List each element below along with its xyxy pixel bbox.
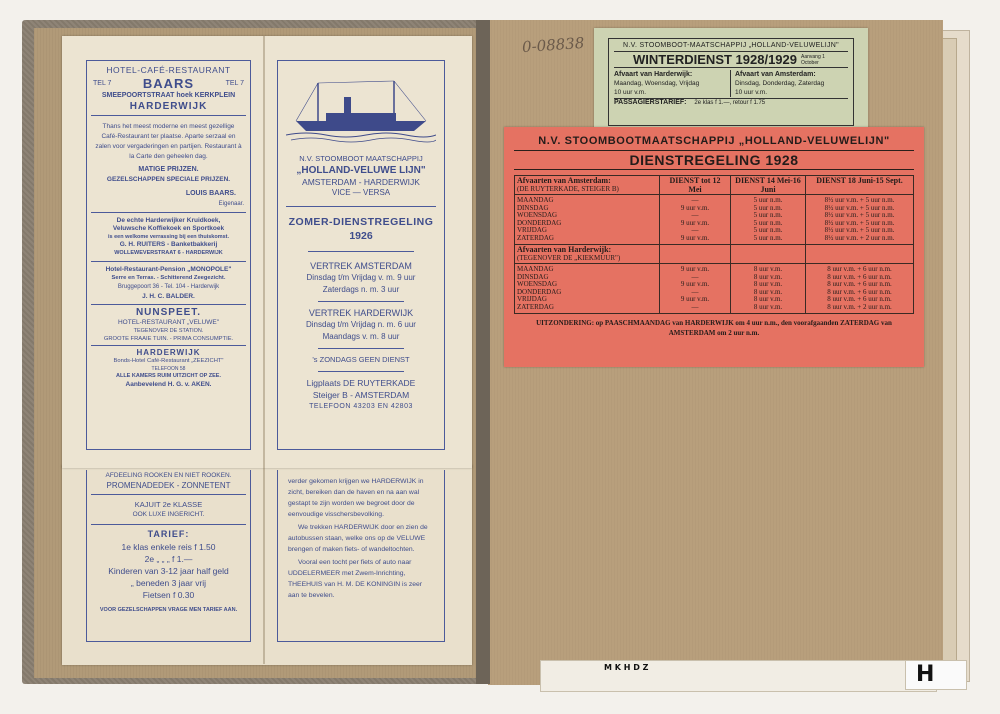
section-1-days <box>515 195 660 245</box>
winter-fares: 2e klas f 1.—, retour f 1.75 <box>694 100 766 106</box>
divider <box>91 494 246 495</box>
tariff-row-2: 2e „ „ „ f 1.— <box>144 554 193 564</box>
section-2-col3 <box>806 264 914 314</box>
cover-phone: TELEFOON 43203 EN 42803 <box>309 403 413 410</box>
section-2-sub: (TEGENOVER DE „KIEKMUUR") <box>517 254 621 262</box>
time-cell: 9 uur v.m. <box>680 280 710 288</box>
cover-title: ZOMER-DIENSTREGELING <box>288 216 434 228</box>
tariff-row-4: „ beneden 3 jaar vrij <box>130 578 207 588</box>
divider <box>308 251 414 252</box>
time-cell: 8 uur v.m. + 6 uur n.m. <box>827 265 892 273</box>
day: DINSDAG <box>517 272 549 281</box>
time-cell: 8½ uur v.m. + 5 uur n.m. <box>824 211 895 219</box>
smoking-section: AFDEELING ROOKEN EN NIET ROOKEN. <box>105 472 232 479</box>
section-1-col1 <box>660 195 731 245</box>
time-cell: 9 uur v.m. <box>680 233 710 242</box>
ruiters-line3: is een welkome verrassing bij een thuiskomst. <box>107 234 230 240</box>
cover-year: 1926 <box>349 230 373 242</box>
day: ZATERDAG <box>517 302 554 311</box>
timetable <box>514 175 914 314</box>
cover-company: N.V. STOOMBOOT MAATSCHAPPIJ <box>299 154 423 163</box>
berth-1: Ligplaats DE RUYTERKADE <box>306 378 416 388</box>
hotel-prices: MATIGE PRIJZEN. <box>138 166 199 173</box>
empty-cell <box>806 245 914 264</box>
nunspeet-line1: HOTEL-RESTAURANT „VELUWE" <box>117 319 220 326</box>
slip-big-letter: H <box>916 662 935 687</box>
time-cell: 5 uur n.m. <box>753 226 783 234</box>
dep-ams-2: Zaterdags n. m. 3 uur <box>322 285 400 294</box>
exception-note: UITZONDERING: op PAASCHMAANDAG van HARDERWIJK om 4 uur n.m., den voorafgaanden ZATERDAG van AMSTERDAM om 2 uur n.m. <box>536 319 892 337</box>
time-cell: 5 uur n.m. <box>753 196 783 204</box>
section-1-rows <box>515 195 914 245</box>
tariff-panel <box>86 470 251 642</box>
day: WOENSDAG <box>517 211 558 219</box>
time-cell: 8 uur v.m. + 2 uur n.m. <box>827 302 892 311</box>
winter-col2-time: 10 uur v.m. <box>735 89 768 96</box>
nunspeet-title: NUNSPEET. <box>135 307 202 318</box>
day: DONDERDAG <box>517 287 562 296</box>
time-cell: 8 uur v.m. <box>753 280 783 288</box>
time-cell: 8 uur v.m. <box>753 265 783 273</box>
winter-col1-head: Afvaart van Harderwijk: <box>614 71 693 78</box>
section-1-col2 <box>731 195 806 245</box>
empty-cell <box>731 245 806 264</box>
divider <box>91 304 246 305</box>
section-2-days <box>515 264 660 314</box>
day: DINSDAG <box>517 203 549 212</box>
monopole-line1: Hotel-Restaurant-Pension „MONOPOLE" <box>105 266 232 273</box>
hotel-groups: GEZELSCHAPPEN SPECIALE PRIJZEN. <box>106 176 231 183</box>
section-2-title: Afvaarten van Harderwijk: <box>517 245 612 254</box>
empty-cell <box>660 245 731 264</box>
time-cell: 8½ uur v.m. + 5 uur n.m. <box>824 203 895 212</box>
protruding-slip-white <box>905 660 967 690</box>
red-company: N.V. STOOMBOOTMAATSCHAPPIJ „HOLLAND-VELUWELIJN" <box>538 135 890 147</box>
monopole-line2: Serre en Terras. - Schitterend Zeegezicht. <box>111 275 226 281</box>
cover-line-name: „HOLLAND-VELUWE LIJN" <box>296 165 426 176</box>
divider <box>286 206 436 207</box>
time-cell: — <box>691 302 699 311</box>
day: DONDERDAG <box>517 218 562 227</box>
time-cell: 9 uur v.m. <box>680 218 710 227</box>
time-cell: 9 uur v.m. <box>680 295 710 303</box>
ruiters-line2: Veluwsche Koffiekoek en Sportkoek <box>112 225 225 232</box>
divider <box>91 524 246 525</box>
berth-2: Steiger B - AMSTERDAM <box>312 390 410 400</box>
description-panel <box>277 470 445 642</box>
time-cell: 8½ uur v.m. + 2 uur n.m. <box>824 233 895 242</box>
tel-right: TEL 7 <box>225 80 244 87</box>
time-cell: 9 uur v.m. <box>680 203 710 212</box>
winter-col1-time: 10 uur v.m. <box>614 89 647 96</box>
protruding-slip <box>540 660 937 692</box>
winter-fares-label: PASSAGIERSTARIEF: <box>614 99 687 106</box>
description-p2: We trekken HARDERWIJK door en zien de autobussen staan, welke ons op de VELUWE brengen of maken fiets- of wandeltochten. <box>288 524 428 553</box>
dep-ams-title: VERTREK AMSTERDAM <box>310 261 412 271</box>
section-2-col2 <box>731 264 806 314</box>
nunspeet-line3: GROOTE FRAAIE TUIN. - PRIMA CONSUMPTIE. <box>103 336 234 342</box>
archive-number: 0-08838 <box>521 33 585 57</box>
time-cell: 8 uur v.m. <box>753 295 783 303</box>
ruiters-line5: WOLLEWEVERSTRAAT 6 - HARDERWIJK <box>114 250 223 256</box>
hotel-body: Thans het meest moderne en meest gezellige Café-Restaurant ter plaatse. Aparte serzaal en zalen voor vergaderingen en partijen. Restaurant à la Carte den geheelen dag. <box>95 123 242 160</box>
divider <box>91 261 246 262</box>
zeezicht-line1: Bonds-Hotel Café-Restaurant „ZEEZICHT" <box>113 358 224 364</box>
zeezicht-line4: Aanbevelend H. G. v. AKEN. <box>125 380 212 388</box>
steamboat-illustration <box>286 73 436 143</box>
zeezicht-line3: ALLE KAMERS RUIM UITZICHT OP ZEE. <box>115 372 221 379</box>
section-1-sub: (DE RUYTERKADE, STEIGER B) <box>517 185 619 193</box>
time-cell: 8 uur v.m. <box>753 302 783 311</box>
time-cell: 8½ uur v.m. + 5 uur n.m. <box>824 196 895 204</box>
hotel-owner: LOUIS BAARS. <box>185 190 236 197</box>
time-cell: 8 uur v.m. + 6 uur n.m. <box>827 287 892 296</box>
time-cell: 8 uur v.m. + 6 uur n.m. <box>827 295 892 303</box>
promenade-deck: PROMENADEDEK - ZONNETENT <box>106 481 231 490</box>
sunday-note: 's ZONDAGS GEEN DIENST <box>312 355 410 364</box>
tariff-title: TARIEF: <box>147 529 190 539</box>
section-2-col1 <box>660 264 731 314</box>
time-cell: 5 uur n.m. <box>753 233 783 242</box>
day: ZATERDAG <box>517 233 554 242</box>
description-p3: Vooral een tocht per fiets of auto naar UDDELERMEER met Zwem-Inrichting, THEEHUIS van H. M. DE KONINGIN is zeer aan te bevelen. <box>288 559 423 599</box>
divider <box>91 115 246 116</box>
day: MAANDAG <box>517 265 554 273</box>
time-cell: 8 uur v.m. <box>753 287 783 296</box>
hotel-address: SMEEPOORTSTRAAT hoek KERKPLEIN <box>101 92 236 99</box>
col-head-1: DIENST tot 12 Mei <box>660 176 731 195</box>
monopole-line4: J. H. C. BALDER. <box>142 293 195 300</box>
tel-left: TEL 7 <box>93 80 112 87</box>
section-1-header <box>515 176 660 195</box>
day: MAANDAG <box>517 196 554 204</box>
winter-title: WINTERDIENST 1928/1929 <box>632 52 797 67</box>
tariff-row-5: Fietsen f 0.30 <box>142 590 195 600</box>
time-cell: 5 uur n.m. <box>753 211 783 219</box>
tariff-row-3: Kinderen van 3-12 jaar half geld <box>108 566 229 576</box>
tariff-row-1: 1e klas enkele reis f 1.50 <box>121 542 216 552</box>
winter-col2-head: Afvaart van Amsterdam: <box>735 71 816 78</box>
winter-validity: Aanvang 1 October <box>801 53 825 66</box>
section-1-col3 <box>806 195 914 245</box>
hotel-town: HARDERWIJK <box>129 101 208 112</box>
time-cell: — <box>691 196 699 204</box>
zeezicht-title: HARDERWIJK <box>136 348 201 357</box>
cabin-class: KAJUIT 2e KLASSE <box>134 500 203 509</box>
time-cell: 8½ uur v.m. + 5 uur n.m. <box>824 226 895 234</box>
nunspeet-line2: TEGENOVER DE STATION. <box>133 328 204 334</box>
cover-route: AMSTERDAM - HARDERWIJK <box>302 177 420 187</box>
winter-col2-days: Dinsdag, Donderdag, Zaterdag <box>735 80 825 87</box>
time-cell: — <box>691 272 699 281</box>
album-spine <box>476 20 490 684</box>
ruiters-line1: De echte Harderwijker Kruidkoek, <box>116 217 221 224</box>
winter-timetable-slip <box>594 28 868 130</box>
slip-letters: M K H D Z <box>604 663 649 672</box>
winter-company: N.V. STOOMBOOT-MAATSCHAPPIJ „HOLLAND-VELUWELIJN" <box>623 42 839 49</box>
day: VRIJDAG <box>517 226 547 234</box>
cover-vice-versa: VICE — VERSA <box>331 188 391 197</box>
red-title: DIENSTREGELING 1928 <box>514 150 914 170</box>
section-2-rows <box>515 264 914 314</box>
monopole-line3: Bruggepoort 36 - Tel. 104 - Harderwijk <box>117 284 220 290</box>
time-cell: — <box>691 226 699 234</box>
col-head-2: DIENST 14 Mei-16 Juni <box>731 176 806 195</box>
cover-panel <box>277 60 445 450</box>
col-head-3: DIENST 18 Juni-15 Sept. <box>806 176 914 195</box>
time-cell: 8 uur v.m. <box>753 272 783 281</box>
hotel-type: HOTEL-CAFÉ-RESTAURANT <box>106 65 231 75</box>
day: VRIJDAG <box>517 295 547 303</box>
time-cell: 9 uur v.m. <box>680 265 710 273</box>
winter-col1-days: Maandag, Woensdag, Vrijdag <box>614 80 700 87</box>
dep-ams-1: Dinsdag t/m Vrijdag v. m. 9 uur <box>306 273 416 282</box>
section-1-title: Afvaarten van Amsterdam: <box>517 176 611 185</box>
advertisement-panel <box>86 60 251 450</box>
time-cell: 5 uur n.m. <box>753 203 783 212</box>
divider <box>91 345 246 346</box>
cabin-luxury: OOK LUXE INGERICHT. <box>132 511 205 518</box>
time-cell: 5 uur n.m. <box>753 218 783 227</box>
time-cell: — <box>691 211 699 219</box>
hotel-owner-role: Eigenaar. <box>218 201 244 207</box>
divider <box>318 301 404 302</box>
time-cell: 8 uur v.m. + 6 uur n.m. <box>827 280 892 288</box>
hotel-name: BAARS <box>142 76 195 91</box>
timetable-header-row <box>515 176 914 195</box>
ruiters-line4: G. H. RUITERS - Banketbakkerij <box>119 241 218 248</box>
day: WOENSDAG <box>517 280 558 288</box>
dep-hw-1: Dinsdag t/m Vrijdag n. m. 6 uur <box>306 320 416 329</box>
dep-hw-title: VERTREK HARDERWIJK <box>308 308 414 318</box>
divider <box>318 348 404 349</box>
divider <box>91 212 246 213</box>
section-2-header <box>515 245 660 264</box>
summer-timetable-slip <box>504 127 924 367</box>
time-cell: — <box>691 287 699 296</box>
tariff-footer: VOOR GEZELSCHAPPEN VRAGE MEN TARIEF AAN. <box>99 607 238 613</box>
section-2-header-row <box>515 245 914 264</box>
time-cell: 8 uur v.m. + 6 uur n.m. <box>827 272 892 281</box>
time-cell: 8½ uur v.m. + 5 uur n.m. <box>824 218 895 227</box>
leaflet-fold <box>263 36 265 664</box>
divider <box>318 371 404 372</box>
zeezicht-line2: TELEFOON 58 <box>151 365 186 372</box>
description-p1: verder gekomen krijgen we HARDERWIJK in zicht, bereiken dan de haven en na aan wal gestapt te zijn worden we begroet door de eenvoudige visschersbevolking. <box>288 478 424 518</box>
dep-hw-2: Maandags v. m. 8 uur <box>322 332 400 341</box>
